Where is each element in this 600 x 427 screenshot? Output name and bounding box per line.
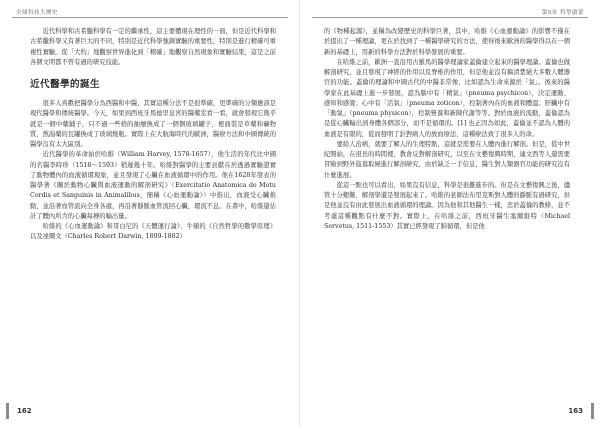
left-header-rule <box>12 17 288 18</box>
left-thumb-tab <box>6 403 9 419</box>
right-running-head: 第5章 科學啟蒙 <box>541 10 584 16</box>
left-page-body <box>30 27 276 243</box>
body-paragraph: 很多人喜歡把醫學分為西醫和中醫，其實這種分法不是很準確，更準確的分類應該是現代醫學和傳統醫學。今天，如果到西班牙馬德里皇宮的醫藥室看一看，就會發現它幾乎就是一個中藥鋪子，只不過一些格的抽屜換成了一個個玻璃罐子，裡面裝是草藥和礦物質，熬湯藥的瓦罐換成了玻璃燒瓶。實際上在大航海時代的歐洲，醫療方法和中國傳統的醫學沒有太大區別。 <box>30 100 276 148</box>
left-running-head: 全球科技大歷史 <box>16 10 59 16</box>
right-thumb-tab <box>591 403 594 419</box>
body-paragraph: 近代醫學的革命始於哈維（William Harvey, 1578-1657），他生活的年代比中國的名醫李時珍（1518～1593）稍遲幾十年。哈維對醫學的主要貢獻在於透過實驗證實了動物體內的血液循環現象，並且發現了心臟在血液循環中的作用。他在1628年發表的醫學著《關於動物心臟與血液運動的解剖研究》（Exercitatio Anatomica de Motu Cordis et Sanguinis in Animalibus，簡稱《心血運動論》）中指出，血液受心臟推動，並沿著血管流向全身各處，再沿著靜脈血管流回心臟，環流不息。在書中，哈維還估計了體內所含的心臟每搏的輸出量。 <box>30 151 276 220</box>
right-header-rule <box>312 17 588 18</box>
intro-paragraph: 近代科學和古希臘科學有一定的繼承性，這主要體現在理性的一面，但是近代科學和古希臘科學又有著巨大的不同，特別是近代科學強調實驗的重要性，特別是進行精確可重複性實驗。從「大約」地觀察世界進化到「精確」地觀察自然現象和實驗結果，這是之前各個文明都不曾有過的研究技能。 <box>30 28 276 66</box>
right-page <box>300 0 600 427</box>
body-paragraph: 要給人治病，就要了解人的生理特點，這就是需要在人體內進行解剖。但是，從中世紀開始，在很長的時間裡，教會反對解剖研究，以至在文藝復興時期，連文西等人還需要冒險到野外盜墓取屍進行解剖研究，由於缺乏一手信息，醫生對人類器官功能的研究沒有什麼進展。 <box>324 140 570 179</box>
right-page-number: 163 <box>568 407 583 415</box>
body-paragraph: 在哈維之前，歐洲一直沿用古羅馬的醫學理論家蓋倫建立起來的醫學理論。蓋倫也做解剖研究，並且發現了神經的作用以及脊椎的作用，但是他並沒有搞清楚絕大多數人體器官的功能。蓋倫的理論和中國古代的中醫非常像，比如認為生命來源於「氣」。後來的醫學家在此基礎上進一步發展，認為腦中有「精氣」（pneuma psychicon），決定運動、感知和感覺；心中有「活氣」（pneuma zoticon），控制著內在的血液和體溫；肝臟中有「動氣」（pneuma physicon），控制營養和新陳代謝等等。對於血液的流動，蓋倫認為是從心臟輸出到身體各個部分，而不是循環的。[1] 也正因為如此，蓋倫並不認為人體的血液是有限的，從而發明了針對病人的放血療法，這種療法致了很多人的命。 <box>324 58 570 138</box>
section-heading: 近代醫學的誕生 <box>30 79 100 90</box>
left-page-number: 162 <box>17 407 32 415</box>
body-paragraph: 從這一點也可以看出，如果沒有信息，科學是很難進步的。但是在文藝復興之後，儘管十分艱難，解剖學還是發展起來了。哈維的老師法布里克斯對人體的靜脈有過研究，但是他並沒有由此發展出血液循環的理論。因為他和其他醫生一樣，忠於蓋倫的教條，並不考慮這種觀點有什麼不對。實際上，在哈維之前，西班牙醫生塞爾維特（Michael Servetus, 1511-1553）其實已經發現了肺循環，但是他 <box>324 181 570 230</box>
body-paragraph: 哈維的《心血運動論》和哥白尼的《天體運行論》、牛頓的《自然哲學的數學原理》以及達爾文（Charles Robert Darwin, 1809-1882） <box>30 223 276 241</box>
right-page-body <box>324 27 570 232</box>
body-paragraph: 的《物種起源》，並稱為改變歷史的科學巨著，其中，哈維《心血運動論》的影響不僅在於提出了一種理論，更在於找到了一種醫學研究的方法，使得後來歐洲的醫學得以在一個新的基礎上，用新的科學方法對於科學發展的重要。 <box>324 28 570 56</box>
